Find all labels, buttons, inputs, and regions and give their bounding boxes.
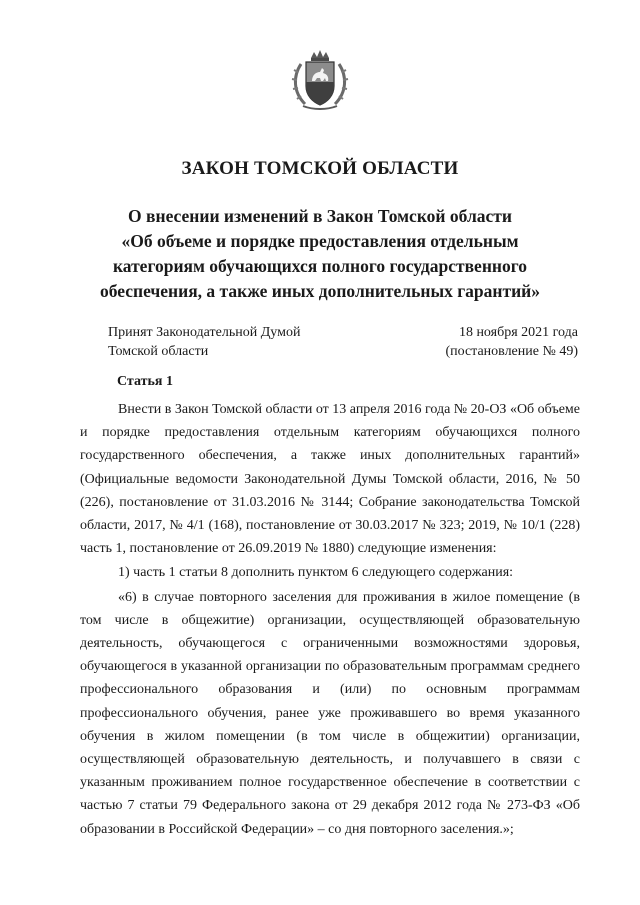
adoption-date: 18 ноября 2021 года <box>458 325 578 340</box>
subtitle-line: обеспечения, а также иных дополнительных гарантий» <box>99 281 541 301</box>
subtitle-line: О внесении изменений в Закон Томской области <box>128 206 512 226</box>
article-heading: Статья 1 <box>117 374 173 389</box>
adoption-resolution: (постановление № 49) <box>445 344 578 359</box>
article-paragraph: «6) в случае повторного заселения для проживания в жилое помещение (в том числе в общежитие) организации, осуществляющей образовательную деятельность, обучающегося с ограниченными возможностями здоровья, обучающегося в указанной организации по образовательным программам среднего профессионального образования и (или) по основным программам профессионального обучения, ранее уже проживавшего во время указанного обучения в жилом помещении (в том числе в общежитии) организации, осуществляющей образовательную деятельность, и получавшего в связи с указанным проживанием полное государственное обеспечение в соответствии с частью 7 статьи 79 Федерального закона от 29 декабря 2012 года № 273-ФЗ «Об образовании в Российской Федерации» – со дня повторного заселения.»; <box>80 589 580 837</box>
adoption-body-line: Принят Законодательной Думой <box>108 325 301 340</box>
law-title: ЗАКОН ТОМСКОЙ ОБЛАСТИ <box>181 158 459 179</box>
law-subtitle <box>60 204 580 304</box>
subtitle-line: категориям обучающихся полного государственного <box>112 256 528 276</box>
article-paragraph: Внести в Закон Томской области от 13 апреля 2016 года № 20-ОЗ «Об объеме и порядке предоставления отдельным категориям обучающихся полного государственного обеспечения, а также иных дополнительных гарантий» (Официальные ведомости Законодательной Думы Томской области, 2016, № 50 (226), постановление от 31.03.2016 № 3144; Собрание законодательства Томской области, 2017, № 4/1 (168), постановление от 30.03.2017 № 323; 2019, № 10/1 (228) часть 1, постановление от 26.09.2019 № 1880) следующие изменения: <box>80 402 580 557</box>
article-body <box>80 398 580 841</box>
adoption-body <box>108 323 300 361</box>
adoption-date-block <box>445 323 578 361</box>
subtitle-line: «Об объеме и порядке предоставления отдельным <box>121 231 519 251</box>
adoption-body-line: Томской области <box>108 344 209 359</box>
coat-of-arms-icon <box>287 48 353 114</box>
coat-of-arms-emblem <box>287 48 353 114</box>
article-paragraph: 1) часть 1 статьи 8 дополнить пунктом 6 следующего содержания: <box>118 565 514 581</box>
